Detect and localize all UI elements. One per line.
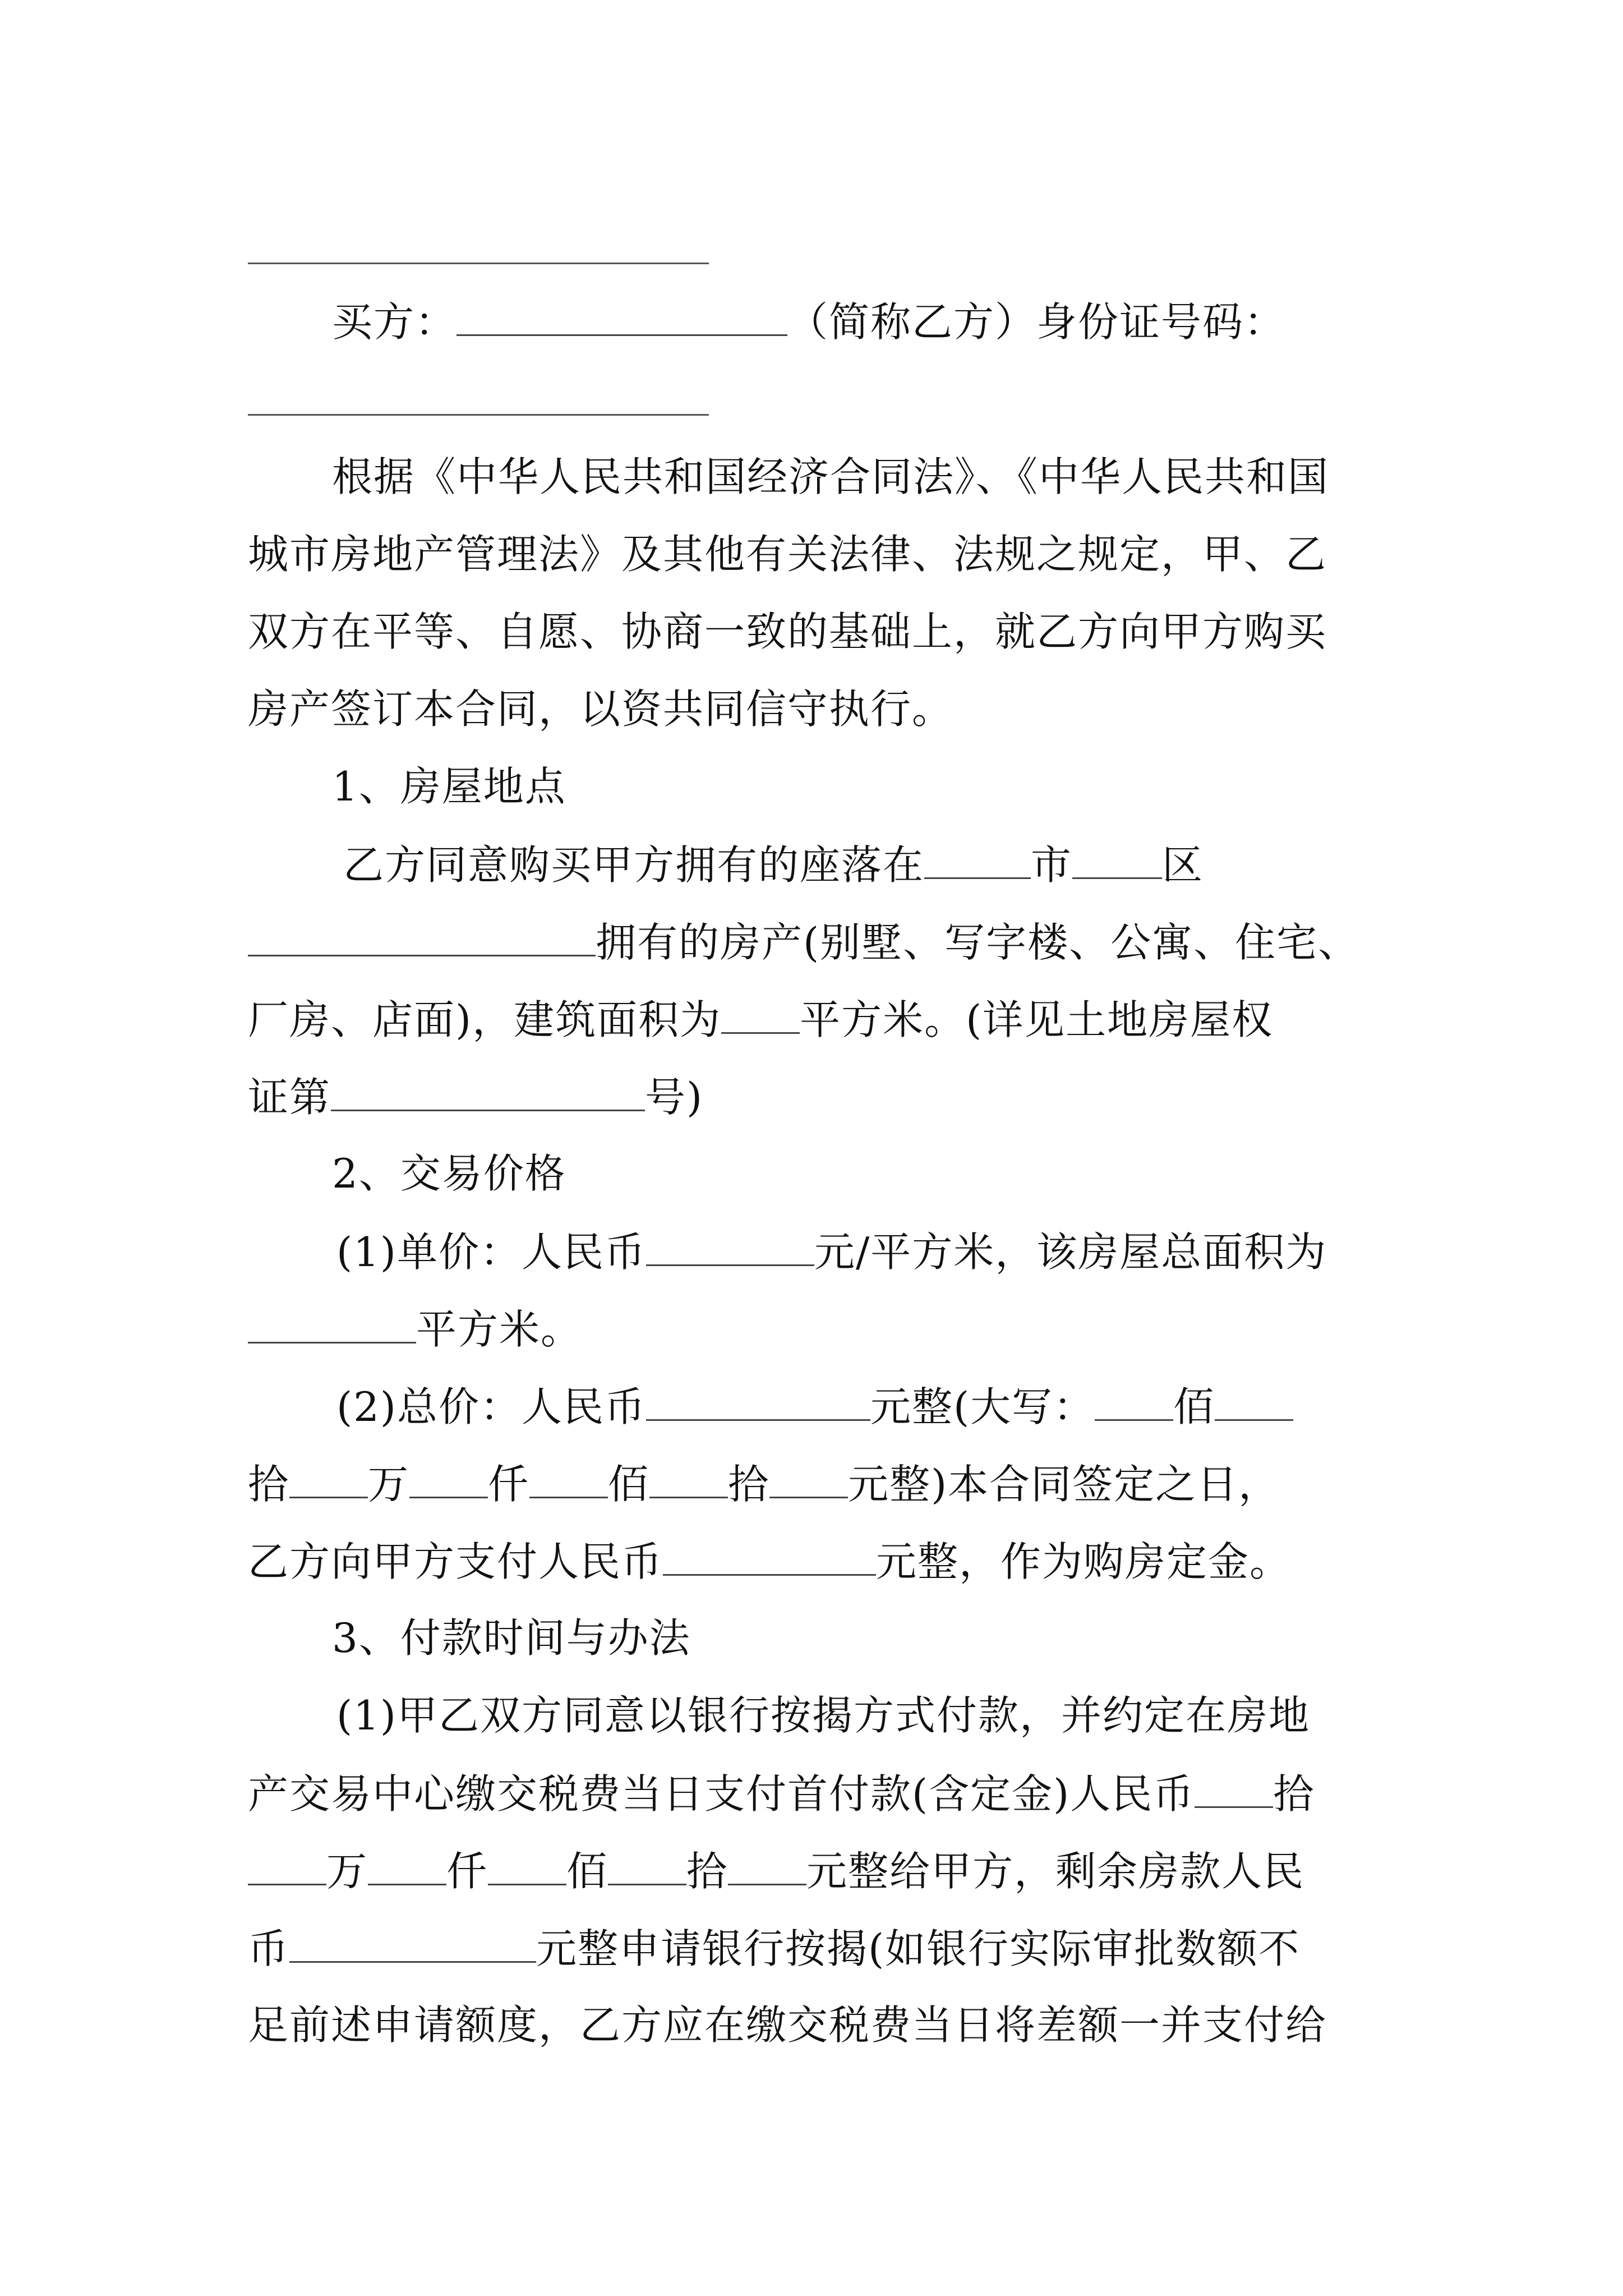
intro-line-4: 房产签订本合同，以资共同信守执行。: [248, 685, 954, 733]
unit-price-text: (1)单价：人民币: [336, 1228, 646, 1276]
unit-price-line: [336, 1223, 1486, 1279]
district-blank: [1072, 836, 1162, 879]
total-area-line: [248, 1300, 1398, 1356]
buyer-id-label: （简称乙方）身份证号码：: [787, 298, 1286, 346]
intro-line-1: 根据《中华人民共和国经济合同法》、《中华人民共和国: [332, 453, 1330, 500]
id-number-rule: [248, 414, 709, 416]
mortgage-text: 元整申请银行按揭(如银行实际审批数额不: [536, 1925, 1301, 1972]
area-blank: [721, 991, 800, 1034]
qian-blank: [409, 1455, 488, 1498]
section-3-title: 3、付款时间与办法: [332, 1614, 691, 1662]
city-label: 市: [1031, 841, 1073, 889]
section-1-title: 1、房屋地点: [332, 763, 566, 810]
location-line-4: [248, 1068, 1398, 1124]
down-qian-label: 仟: [446, 1848, 488, 1895]
mortgage-amount-blank: [289, 1920, 536, 1963]
deposit-text: 乙方向甲方支付人民币: [248, 1538, 663, 1585]
blank-rule: [248, 263, 709, 264]
remaining-payment-text: 元整给甲方，剩余房款人民: [806, 1848, 1305, 1895]
city-blank: [924, 836, 1031, 879]
certificate-blank: [331, 1068, 645, 1111]
bai-label-2: 佰: [608, 1461, 650, 1508]
down-payment-text: 产交易中心缴交税费当日支付首付款(含定金)人民币: [248, 1770, 1195, 1818]
section-2-title: 2、交易价格: [332, 1150, 566, 1197]
total-price-text: (2)总价：人民币: [336, 1383, 646, 1430]
buyer-name-blank: [457, 293, 787, 336]
total-price-capital-text: 元整(大写：: [870, 1383, 1095, 1430]
intro-line-2: 城市房地产管理法》及其他有关法律、法规之规定，甲、乙: [248, 531, 1327, 578]
wan-blank: [289, 1455, 368, 1498]
yuan-blank: [769, 1455, 848, 1498]
shi-label: 拾: [248, 1461, 290, 1508]
bai-blank-1: [1095, 1378, 1173, 1421]
contract-date-text: 元整)本合同签定之日，: [848, 1461, 1280, 1508]
location-line-3: [248, 991, 1398, 1047]
down-shi-label: 拾: [1273, 1770, 1315, 1818]
down-qian-blank: [368, 1842, 446, 1885]
capital-amount-line: [248, 1455, 1398, 1511]
intro-line-3: 双方在平等、自愿、协商一致的基础上，就乙方向甲方购买: [248, 608, 1327, 655]
total-area-unit: 平方米。: [416, 1306, 583, 1353]
shi-label-2: 拾: [728, 1461, 770, 1508]
down-bai-blank: [488, 1842, 566, 1885]
buyer-line: [332, 293, 1482, 349]
unit-price-suffix: 元/平方米，该房屋总面积为: [814, 1228, 1327, 1276]
buyer-label: 买方：: [332, 298, 457, 346]
down-shi-blank: [1195, 1765, 1273, 1808]
total-price-line: [336, 1378, 1486, 1434]
shi-blank-1: [1215, 1378, 1293, 1421]
deposit-blank: [663, 1533, 876, 1576]
bai-blank-2: [529, 1455, 608, 1498]
shi-blank-2: [649, 1455, 728, 1498]
location-line-1: [343, 836, 1493, 892]
area-unit-text: 平方米。(详见土地房屋权: [800, 996, 1274, 1043]
property-type-text: 拥有的房产(别墅、写字楼、公寓、住宅、: [596, 919, 1360, 966]
payment-line-5: 足前述申请额度，乙方应在缴交税费当日将差额一并支付给: [248, 2001, 1327, 2049]
bai-label-1: 佰: [1173, 1383, 1215, 1430]
deposit-suffix: 元整，作为购房定金。: [876, 1538, 1292, 1585]
down-shi2-blank: [608, 1842, 686, 1885]
total-area-blank: [248, 1300, 416, 1343]
qian-label: 仟: [488, 1461, 530, 1508]
district-label: 区: [1162, 841, 1204, 889]
payment-line-3: [248, 1842, 1398, 1898]
payment-line-2: [248, 1765, 1398, 1821]
certificate-text: 证第: [248, 1074, 331, 1121]
payment-line-4: [248, 1920, 1398, 1976]
location-line-2: [248, 913, 1398, 969]
down-yuan-blank: [728, 1842, 806, 1885]
payment-line-1: (1)甲乙双方同意以银行按揭方式付款，并约定在房地: [336, 1692, 1310, 1739]
address-blank: [248, 913, 596, 956]
total-price-blank: [646, 1378, 870, 1421]
down-shi2-label: 拾: [686, 1848, 728, 1895]
wan-label: 万: [368, 1461, 410, 1508]
area-text: 厂房、店面)，建筑面积为: [248, 996, 722, 1043]
certificate-suffix: 号): [645, 1074, 704, 1121]
deposit-line: [248, 1533, 1398, 1589]
down-wan-blank: [248, 1842, 326, 1885]
location-text: 乙方同意购买甲方拥有的座落在: [343, 841, 925, 889]
down-bai-label: 佰: [566, 1848, 608, 1895]
down-wan-label: 万: [326, 1848, 368, 1895]
currency-label: 币: [248, 1925, 290, 1972]
unit-price-blank: [646, 1223, 814, 1266]
